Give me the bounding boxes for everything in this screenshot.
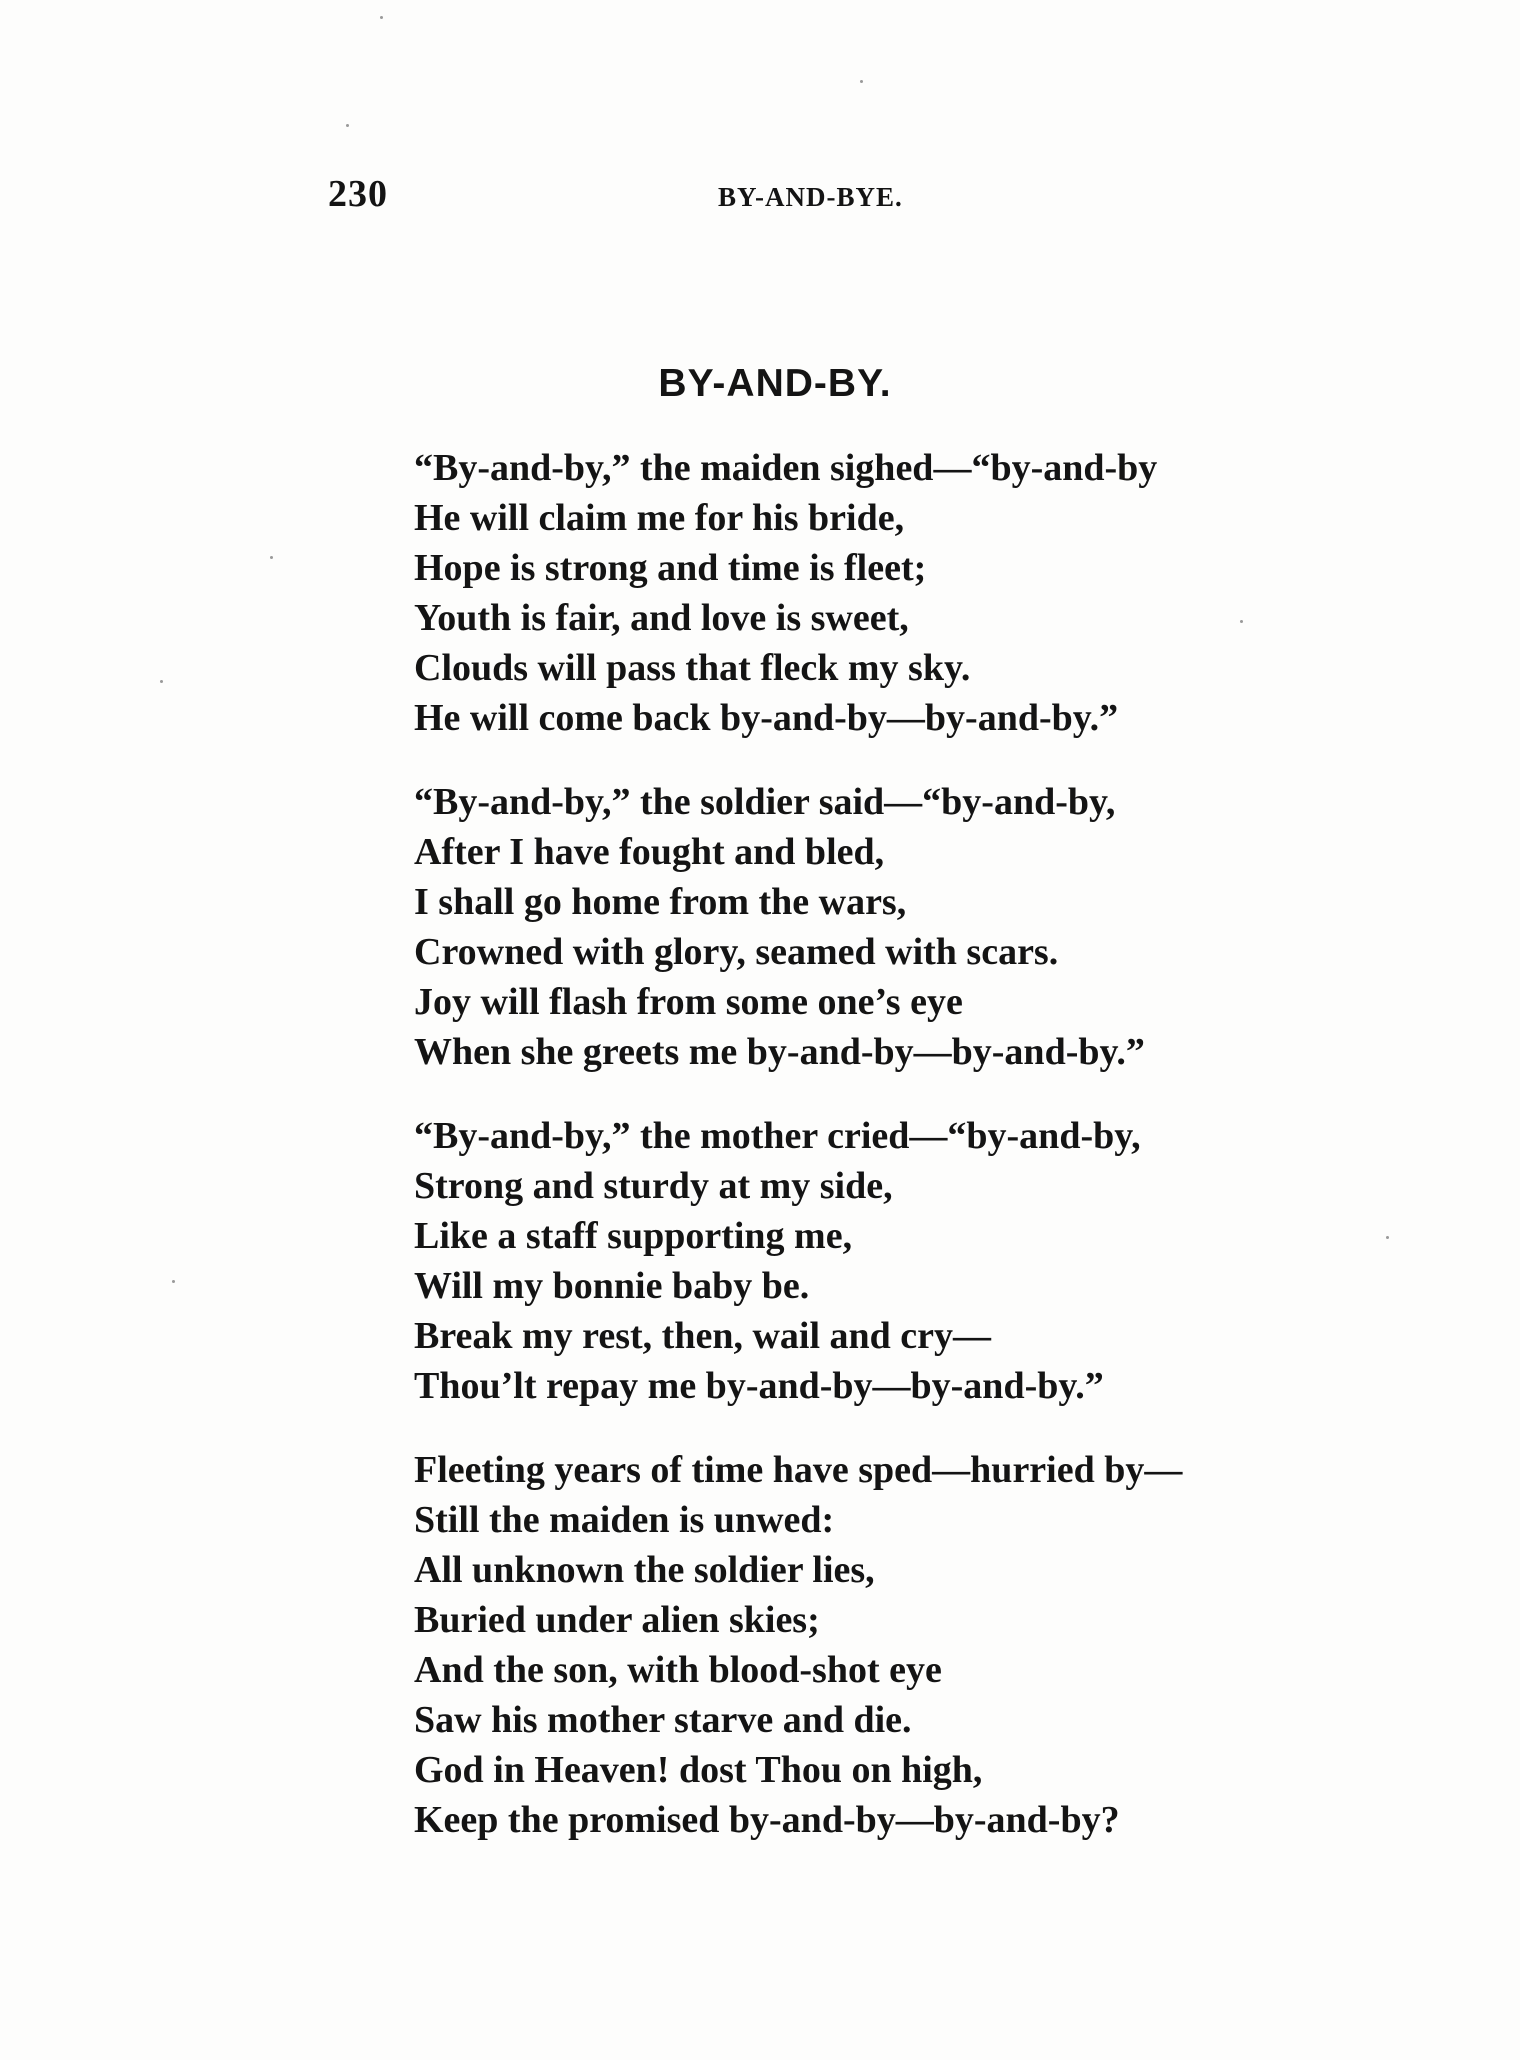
- poem-body: [414, 443, 1334, 1879]
- poem-line: Will my bonnie baby be.: [414, 1265, 810, 1307]
- poem-line: Saw his mother starve and die.: [414, 1699, 912, 1741]
- poem-title: BY-AND-BY.: [658, 362, 892, 405]
- stanza-4: [414, 1445, 1334, 1845]
- poem-line: Buried under alien skies;: [414, 1599, 820, 1641]
- poem-line: Crowned with glory, seamed with scars.: [414, 931, 1059, 973]
- poem-line: Joy will flash from some one’s eye: [414, 981, 963, 1023]
- poem-line: God in Heaven! dost Thou on high,: [414, 1749, 983, 1791]
- poem-line: And the son, with blood-shot eye: [414, 1649, 942, 1691]
- running-head: BY-AND-BYE.: [718, 182, 903, 212]
- poem-line: Hope is strong and time is fleet;: [414, 547, 927, 589]
- scan-speck: [160, 680, 163, 683]
- stanza-3: [414, 1111, 1334, 1411]
- page-number: 230: [328, 173, 388, 215]
- stanza-2: [414, 777, 1334, 1077]
- poem-line: Keep the promised by-and-by—by-and-by?: [414, 1799, 1120, 1841]
- poem-line: Youth is fair, and love is sweet,: [414, 597, 909, 639]
- stanza-1: [414, 443, 1334, 743]
- scan-speck: [346, 124, 349, 127]
- poem-line: “By-and-by,” the maiden sighed—“by-and-by: [414, 447, 1158, 489]
- poem-line: Fleeting years of time have sped—hurried by—: [414, 1449, 1183, 1491]
- poem-line: When she greets me by-and-by—by-and-by.”: [414, 1031, 1145, 1073]
- poem-line: Still the maiden is unwed:: [414, 1499, 835, 1541]
- poem-line: All unknown the soldier lies,: [414, 1549, 875, 1591]
- poem-line: After I have fought and bled,: [414, 831, 885, 873]
- poem-line: He will claim me for his bride,: [414, 497, 905, 539]
- scan-speck: [172, 1280, 175, 1283]
- scan-speck: [1240, 620, 1243, 623]
- poem-line: “By-and-by,” the mother cried—“by-and-by,: [414, 1115, 1141, 1157]
- poem-line: Clouds will pass that fleck my sky.: [414, 647, 971, 689]
- scan-speck: [1386, 1236, 1389, 1239]
- scan-speck: [270, 556, 273, 559]
- poem-line: Thou’lt repay me by-and-by—by-and-by.”: [414, 1365, 1104, 1407]
- poem-line: “By-and-by,” the soldier said—“by-and-by,: [414, 781, 1116, 823]
- poem-line: He will come back by-and-by—by-and-by.”: [414, 697, 1119, 739]
- poem-line: Like a staff supporting me,: [414, 1215, 853, 1257]
- poem-line: I shall go home from the wars,: [414, 881, 907, 923]
- poem-line: Strong and sturdy at my side,: [414, 1165, 893, 1207]
- scan-speck: [380, 16, 383, 19]
- poem-line: Break my rest, then, wail and cry—: [414, 1315, 992, 1357]
- scan-speck: [860, 80, 863, 83]
